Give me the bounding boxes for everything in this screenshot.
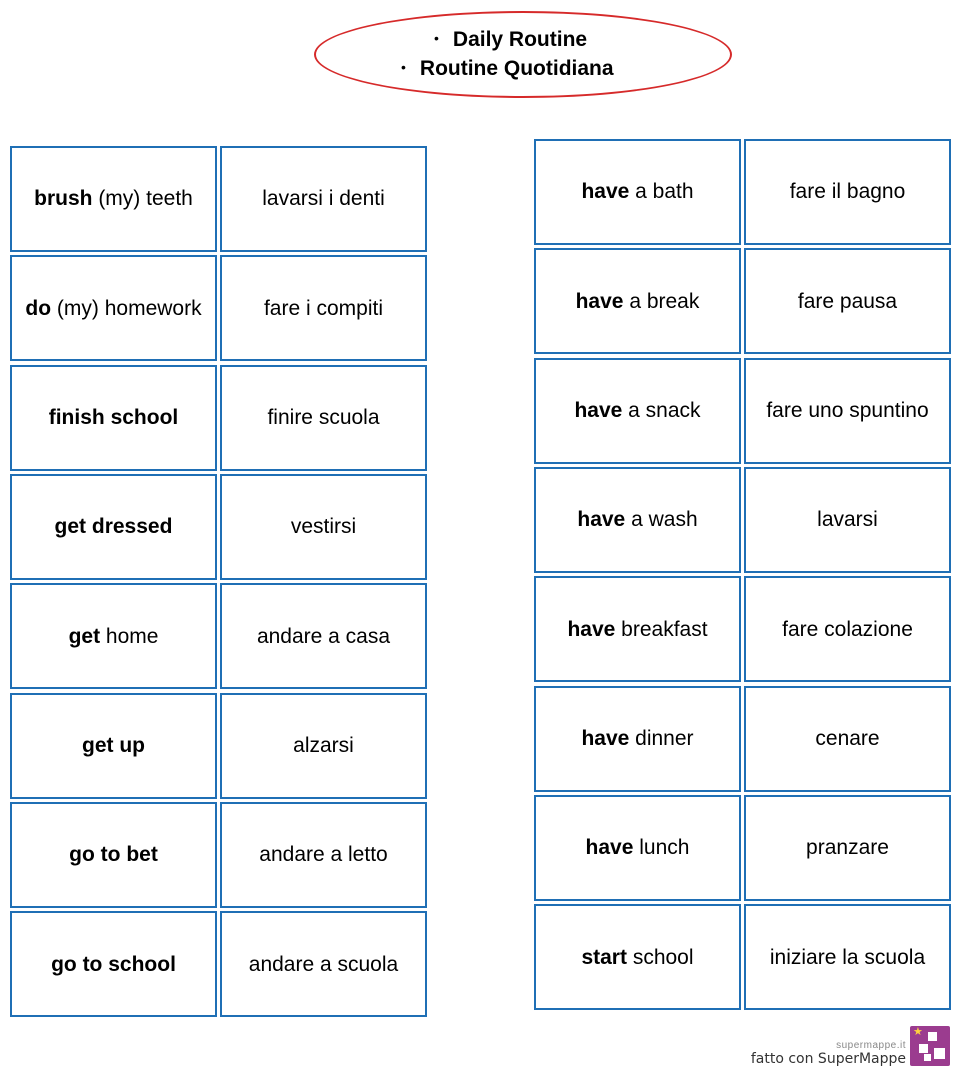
italian-translation-cell: finire scuola xyxy=(220,365,427,471)
italian-translation-cell: fare colazione xyxy=(744,576,951,682)
bullet-icon: • xyxy=(401,59,406,75)
english-phrase-cell: have a wash xyxy=(534,467,741,573)
italian-translation-cell: fare i compiti xyxy=(220,255,427,361)
italian-translation-cell: andare a letto xyxy=(220,802,427,908)
title-italian: • Routine Quotidiana xyxy=(401,57,614,80)
italian-translation-cell: andare a casa xyxy=(220,583,427,689)
english-phrase-cell: get up xyxy=(10,693,217,799)
english-phrase-cell: have dinner xyxy=(534,686,741,792)
italian-translation-cell: cenare xyxy=(744,686,951,792)
english-phrase-cell: finish school xyxy=(10,365,217,471)
star-icon: ★ xyxy=(913,1026,923,1038)
english-phrase-cell: have a snack xyxy=(534,358,741,464)
title-english: • Daily Routine xyxy=(434,28,588,51)
supermappe-logo-icon xyxy=(910,1026,950,1066)
italian-translation-cell: fare pausa xyxy=(744,248,951,354)
english-phrase-cell: go to school xyxy=(10,911,217,1017)
footer-site: supermappe.it xyxy=(836,1040,906,1051)
english-phrase-cell: have a bath xyxy=(534,139,741,245)
bullet-icon: • xyxy=(434,30,439,46)
title-oval xyxy=(314,11,732,98)
italian-translation-cell: alzarsi xyxy=(220,693,427,799)
italian-translation-cell: pranzare xyxy=(744,795,951,901)
footer-made-with: fatto con SuperMappe xyxy=(750,1051,906,1067)
english-phrase-cell: do (my) homework xyxy=(10,255,217,361)
italian-translation-cell: lavarsi xyxy=(744,467,951,573)
italian-translation-cell: fare il bagno xyxy=(744,139,951,245)
footer-credit xyxy=(751,1040,906,1067)
english-phrase-cell: brush (my) teeth xyxy=(10,146,217,252)
english-phrase-cell: start school xyxy=(534,904,741,1010)
english-phrase-cell: have lunch xyxy=(534,795,741,901)
english-phrase-cell: have a break xyxy=(534,248,741,354)
italian-translation-cell: vestirsi xyxy=(220,474,427,580)
italian-translation-cell: lavarsi i denti xyxy=(220,146,427,252)
english-phrase-cell: have breakfast xyxy=(534,576,741,682)
english-phrase-cell: go to bet xyxy=(10,802,217,908)
italian-translation-cell: fare uno spuntino xyxy=(744,358,951,464)
english-phrase-cell: get dressed xyxy=(10,474,217,580)
italian-translation-cell: iniziare la scuola xyxy=(744,904,951,1010)
italian-translation-cell: andare a scuola xyxy=(220,911,427,1017)
english-phrase-cell: get home xyxy=(10,583,217,689)
